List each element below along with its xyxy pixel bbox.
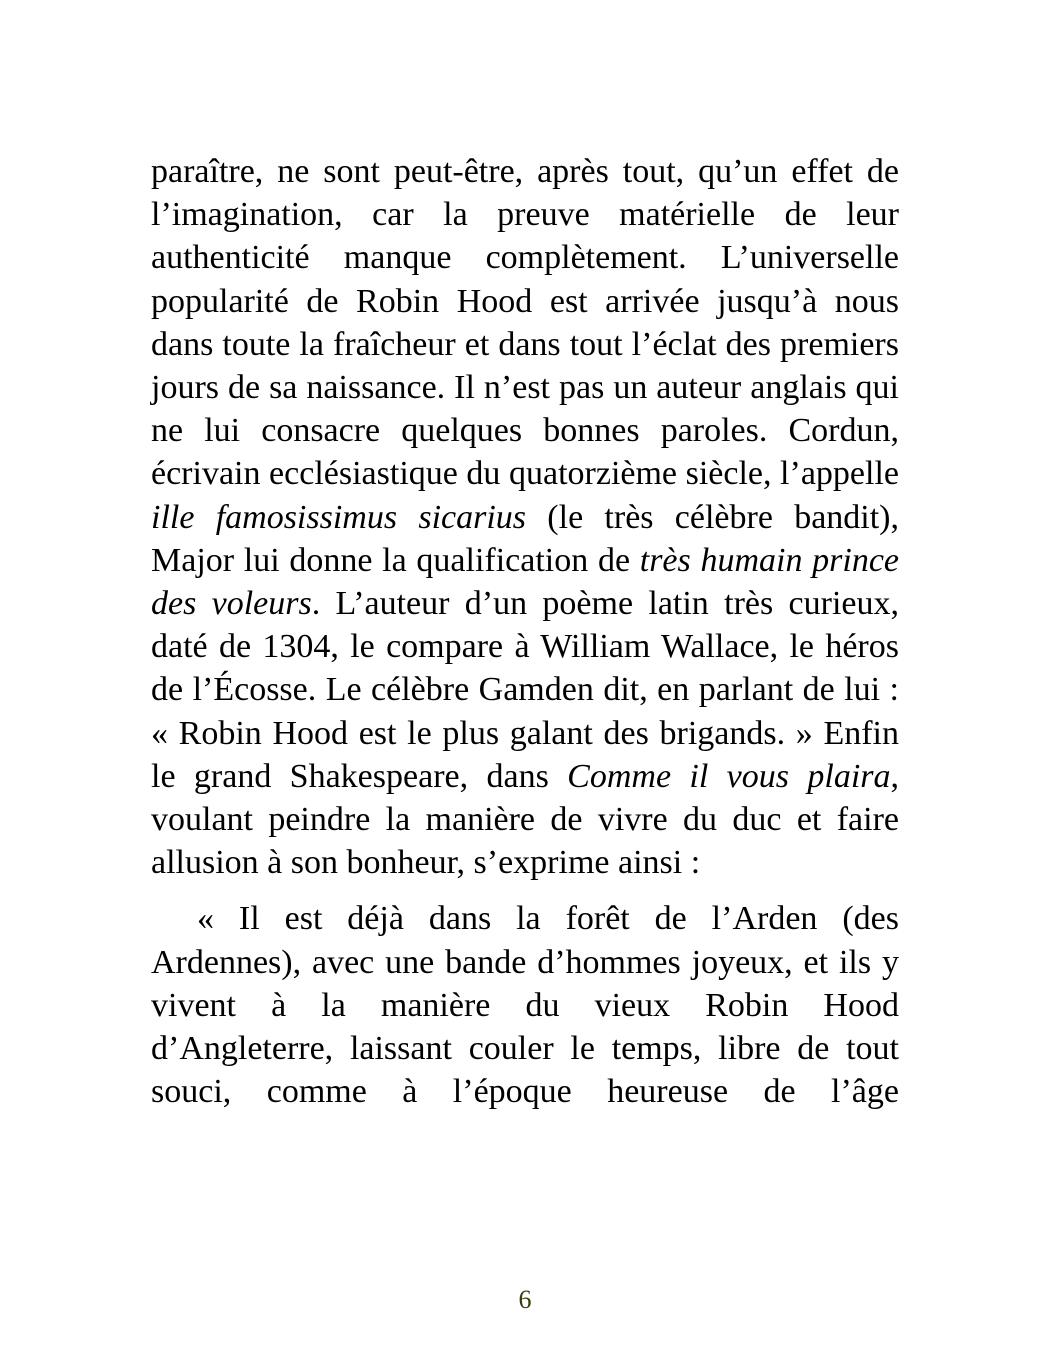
- italic-segment: très humain prince des voleurs: [151, 541, 900, 623]
- text-segment: paraître, ne sont peut-être, après tout, qu’un effet de l’imagination, car la preuve matérielle de leur authenticité manque complètement. L’universelle popularité de Robin Hood est arrivée jusqu’à nous dans toute la fraîcheur et dans tout l’éclat des premiers jours de sa naissance. Il n’est pas un auteur anglais qui ne lui consacre quelques bonnes paroles. Cordun, écrivain ecclésiastique du quatorzième siècle, l’appelle: [151, 153, 899, 493]
- text-segment: (le très célèbre bandit), Major lui donne la qualification de: [151, 498, 900, 579]
- page-number: 6: [518, 1285, 532, 1314]
- italic-segment: ille famosissimus sicarius: [151, 498, 527, 536]
- paragraph-1: [151, 150, 899, 884]
- paragraph-2-quote: [151, 897, 899, 1113]
- body-text: [151, 150, 899, 1113]
- text-segment: . L’auteur d’un poème latin très curieux, daté de 1304, le compare à William Wallace, le héros de l’Écosse. Le célèbre Gamden dit, en parlant de lui : « Robin Hood est le plus galant des brigands. » Enfin le grand Shakespeare, dans: [151, 585, 899, 795]
- text-segment: , voulant peindre la manière de vivre du duc et faire allusion à son bonheur, s’exprime ainsi :: [151, 757, 899, 882]
- italic-segment: Comme il vous plaira: [567, 757, 891, 795]
- text-segment: « Il est déjà dans la forêt de l’Arden (des Ardennes), avec une bande d’hommes joyeux, et ils y vivent à la manière du vieux Robin Hood d’Angleterre, laissant couler le temps, libre de tout souci, comme à l’époque heureuse de l’âge: [151, 900, 899, 1111]
